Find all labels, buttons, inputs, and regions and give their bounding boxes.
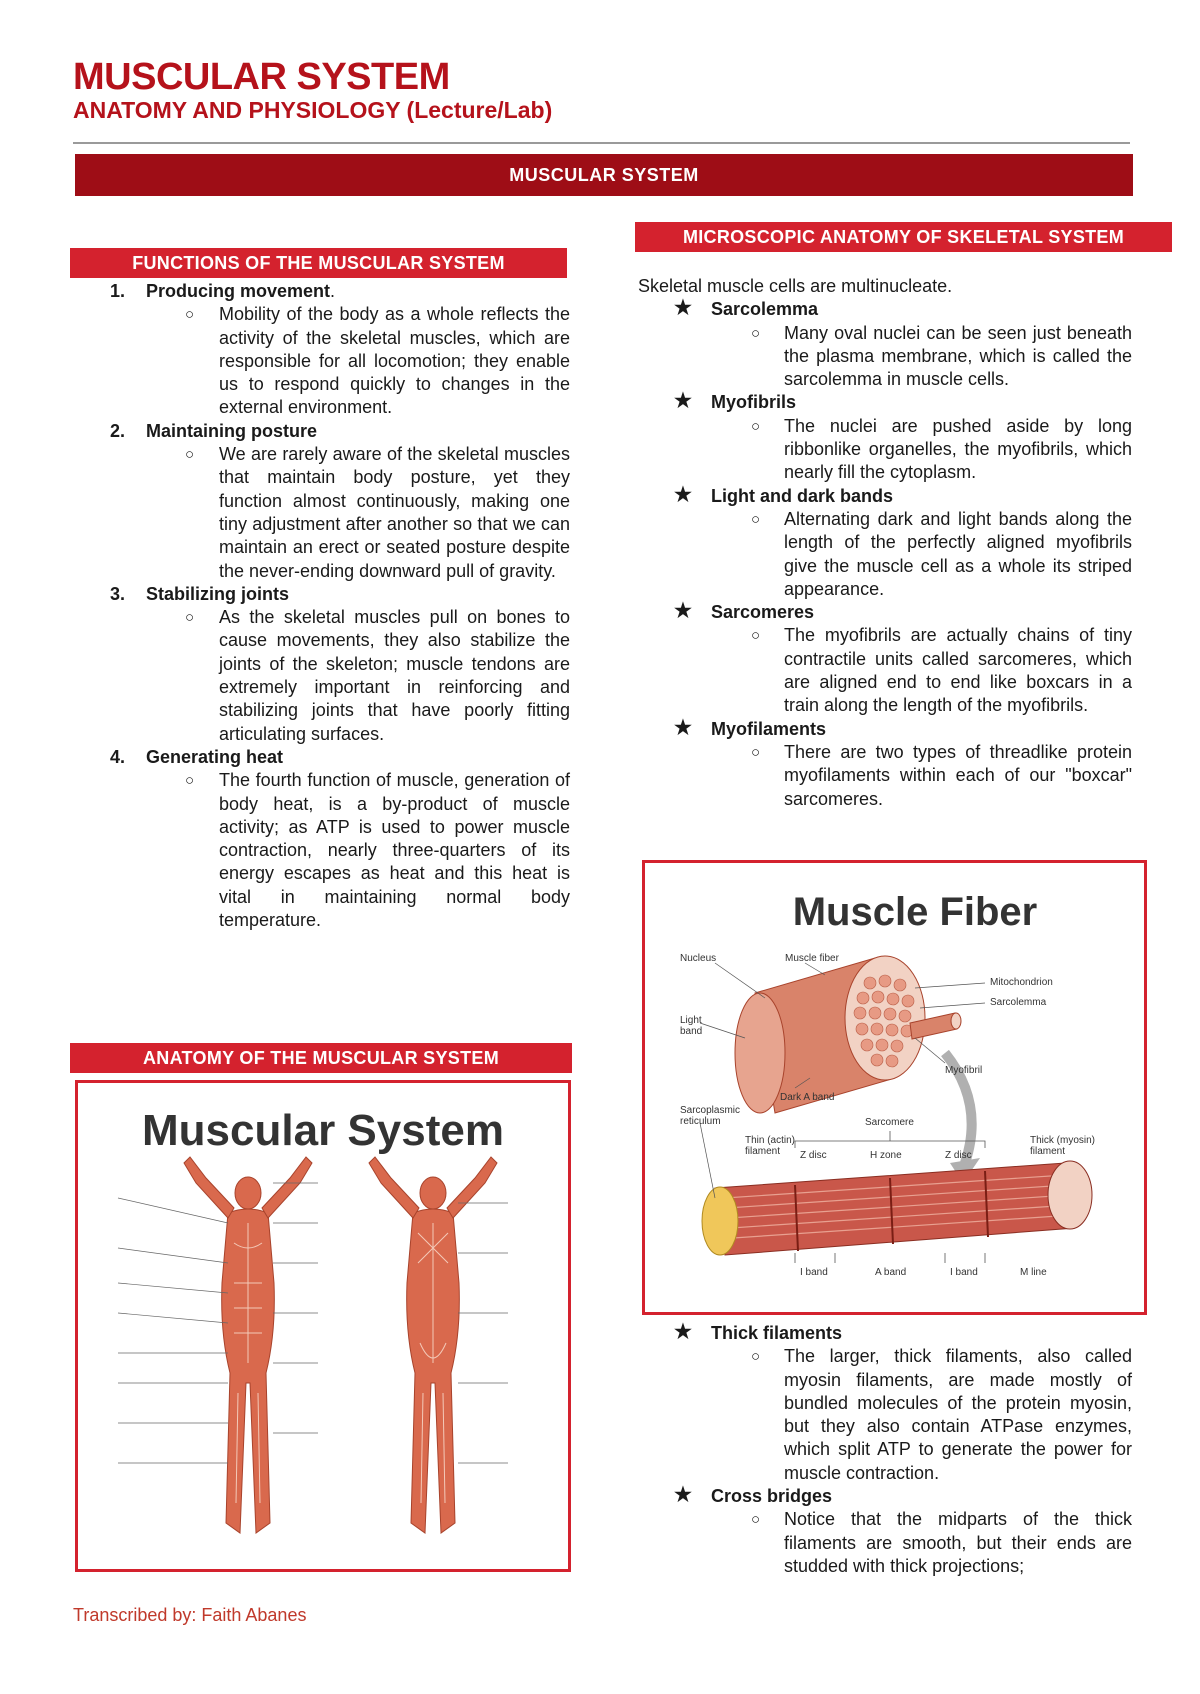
label-z-disc-1: Z disc — [800, 1150, 827, 1161]
label-thin-filament: Thin (actin) filament — [745, 1135, 796, 1157]
micro-desc — [638, 1508, 1132, 1578]
function-item-2 — [73, 420, 570, 443]
function-desc-text: The fourth function of muscle, generation of body heat, is a by-product of muscle activity; as ATP is used to power muscle contraction, nearly three-quarters of its energy escapes as heat and this heat is vital in maintaining normal body temperature. — [219, 770, 570, 931]
function-title: Stabilizing joints — [146, 583, 289, 604]
micro-item-thick-filaments — [638, 1322, 1132, 1345]
muscle-fiber-figure — [642, 860, 1147, 1315]
label-z-disc-2: Z disc — [945, 1150, 972, 1161]
label-nucleus: Nucleus — [680, 953, 717, 964]
micro-desc-text: Many oval nuclei can be seen just beneath the plasma membrane, which is called the sarcolemma in muscle cells. — [784, 322, 1132, 390]
bullet-circle-icon: ○ — [185, 306, 195, 324]
label-i-band-1: I band — [800, 1267, 828, 1278]
figure-title: Muscular System — [142, 1106, 504, 1155]
muscular-system-illustration — [78, 1083, 568, 1569]
micro-desc — [638, 741, 1132, 811]
label-m-line: M line — [1020, 1267, 1047, 1278]
microscopic-heading: MICROSCOPIC ANATOMY OF SKELETAL SYSTEM — [635, 222, 1172, 252]
bullet-circle-icon: ○ — [751, 324, 761, 342]
item-number: 2. — [110, 420, 126, 441]
anatomy-heading: ANATOMY OF THE MUSCULAR SYSTEM — [70, 1043, 572, 1073]
micro-title: Cross bridges — [711, 1486, 833, 1507]
micro-desc-text: The nuclei are pushed aside by long ribbonlike organelles, the myofibrils, which nearly fill the cytoplasm. — [784, 415, 1132, 483]
function-desc-4 — [73, 769, 570, 932]
function-desc-2 — [73, 443, 570, 583]
function-title: Producing movement — [146, 281, 331, 301]
micro-desc-text: There are two types of threadlike protein myofilaments within each of our "boxcar" sarcomeres. — [784, 741, 1132, 809]
function-desc-text: Mobility of the body as a whole reflects the activity of the skeletal muscles, which are responsible for all locomotion; they enable us to respond quickly to changes in the external environment. — [219, 304, 570, 418]
micro-desc — [638, 624, 1132, 717]
label-h-zone: H zone — [870, 1150, 902, 1161]
micro-item-myofibrils — [638, 391, 1132, 414]
micro-title: Sarcolemma — [711, 299, 819, 320]
micro-desc-text: The myofibrils are actually chains of tiny contractile units called sarcomeres, which are aligned end to end like boxcars in a train along the length of the myofibrils. — [784, 625, 1132, 716]
label-sarcoplasmic-reticulum: Sarcoplasmic reticulum — [680, 1105, 741, 1127]
bullet-circle-icon: ○ — [751, 743, 761, 761]
star-bullet-icon: ★ — [674, 1321, 692, 1343]
function-item-1 — [73, 280, 570, 303]
micro-title: Thick filaments — [711, 1323, 843, 1343]
label-thick-filament: Thick (myosin) filament — [1030, 1135, 1096, 1157]
micro-item-sarcomeres — [638, 601, 1132, 624]
micro-title: Light and dark bands — [711, 485, 894, 506]
micro-title: Sarcomeres — [711, 602, 815, 623]
star-bullet-icon: ★ — [674, 1484, 692, 1507]
function-item-3 — [73, 583, 570, 606]
micro-item-myofilaments — [638, 718, 1132, 741]
micro-item-cross-bridges — [638, 1485, 1132, 1508]
item-number: 1. — [110, 281, 126, 301]
micro-desc-text: Alternating dark and light bands along the length of the perfectly aligned myofibrils give the muscle cell as a whole its striped appearance. — [784, 508, 1132, 599]
microscopic-intro: Skeletal muscle cells are multinucleate. — [638, 276, 953, 296]
label-dark-a-band: Dark A band — [780, 1092, 835, 1103]
bullet-circle-icon: ○ — [185, 446, 195, 464]
label-a-band: A band — [875, 1267, 907, 1278]
item-number: 3. — [110, 583, 126, 604]
label-sarcomere: Sarcomere — [865, 1117, 914, 1128]
function-title: Generating heat — [146, 746, 284, 767]
function-title: Maintaining posture — [146, 420, 317, 441]
transcriber-footer: Transcribed by: Faith Abanes — [73, 1605, 307, 1625]
bullet-circle-icon: ○ — [751, 1511, 761, 1529]
bullet-circle-icon: ○ — [751, 627, 761, 645]
label-sarcolemma: Sarcolemma — [990, 997, 1047, 1008]
function-desc-3 — [73, 606, 570, 746]
muscular-system-figure — [75, 1080, 571, 1572]
star-bullet-icon: ★ — [674, 716, 692, 739]
star-bullet-icon: ★ — [674, 483, 692, 506]
micro-desc — [638, 415, 1132, 485]
micro-desc — [638, 1345, 1132, 1485]
bullet-circle-icon: ○ — [751, 510, 761, 528]
micro-desc-text: Notice that the midparts of the thick filaments are smooth, but their ends are studded with thick projections; — [784, 1509, 1132, 1576]
function-item-4 — [73, 746, 570, 769]
function-desc-1 — [73, 303, 570, 419]
muscle-fiber-illustration — [645, 863, 1144, 1312]
microscopic-list-continued — [638, 1322, 1132, 1578]
label-mitochondrion: Mitochondrion — [990, 977, 1053, 988]
myofibril-cylinder — [702, 1161, 1092, 1255]
topic-banner: MUSCULAR SYSTEM — [75, 154, 1133, 196]
header-divider — [73, 142, 1130, 144]
functions-list — [73, 280, 570, 932]
label-myofibril: Myofibril — [945, 1065, 983, 1076]
micro-desc — [638, 508, 1132, 601]
star-bullet-icon: ★ — [674, 297, 692, 320]
micro-desc — [638, 322, 1132, 392]
label-i-band-2: I band — [950, 1267, 978, 1278]
functions-heading: FUNCTIONS OF THE MUSCULAR SYSTEM — [70, 248, 567, 278]
label-muscle-fiber: Muscle fiber — [785, 953, 839, 964]
function-desc-text: We are rarely aware of the skeletal muscles that maintain body posture, yet they function almost continuously, making one tiny adjustment after another so that we can maintain an erect or seated posture despite the never-ending downward pull of gravity. — [219, 444, 570, 581]
label-light-band: Light band — [680, 1015, 703, 1037]
micro-title: Myofilaments — [711, 718, 827, 739]
microscopic-list — [638, 275, 1132, 811]
micro-title: Myofibrils — [711, 392, 797, 413]
fiber-figure-title: Muscle Fiber — [792, 890, 1038, 934]
micro-item-bands — [638, 485, 1132, 508]
document-subtitle: ANATOMY AND PHYSIOLOGY (Lecture/Lab) — [73, 97, 553, 123]
bullet-circle-icon: ○ — [185, 772, 195, 790]
bullet-circle-icon: ○ — [751, 417, 761, 435]
muscle-fiber-cylinder — [735, 956, 961, 1113]
bullet-circle-icon: ○ — [751, 1348, 761, 1366]
bullet-circle-icon: ○ — [185, 609, 195, 627]
function-desc-text: As the skeletal muscles pull on bones to cause movements, they also stabilize the joints of the skeleton; muscle tendons are extremely important in reinforcing and stabilizing joints that have poorly fitting articulating surfaces. — [219, 607, 570, 744]
star-bullet-icon: ★ — [674, 600, 692, 623]
function-title-suffix: . — [330, 281, 336, 301]
micro-item-sarcolemma — [638, 298, 1132, 321]
item-number: 4. — [110, 746, 126, 767]
star-bullet-icon: ★ — [674, 390, 692, 413]
micro-desc-text: The larger, thick filaments, also called myosin filaments, are made mostly of bundled molecules of the protein myosin, but they also contain ATPase enzymes, which split ATP to generate the power for muscle contraction. — [784, 1346, 1132, 1483]
document-title: MUSCULAR SYSTEM — [73, 56, 450, 98]
